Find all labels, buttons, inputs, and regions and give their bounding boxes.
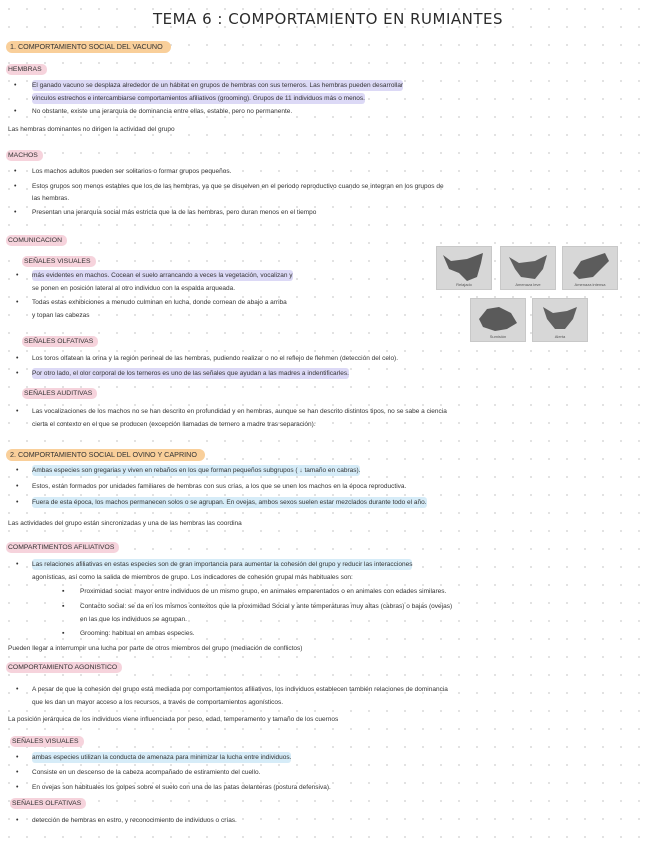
bullet-dot: • (16, 686, 19, 693)
hembras-line-1b: vínculos estrechos e intercambiarse comportamientos afiliativos (grooming). Grupos de 11 individuos más o menos. (32, 95, 365, 102)
bullet-dot: • (14, 183, 17, 190)
bullet-dot: • (16, 370, 19, 377)
agonistico-line-1a: A pesar de que la cohesión del grupo está mediada por comportamientos afiliativos, los individuos establecen también relaciones de dominancia (32, 686, 448, 693)
subheading-senales-olfativas-2: SEÑALES OLFATIVAS (10, 798, 86, 809)
bullet-dot: • (16, 561, 19, 568)
visuales-line-1b: se ponen en posición lateral al otro individuo con la espalda arqueada. (32, 285, 236, 292)
image-caption: Amenaza leve (515, 282, 541, 287)
visuales-line-1a: más evidentes en machos. Cocean el suelo arrancando a veces la vegetación, vocalizan y (32, 272, 293, 279)
subheading-afiliativos: COMPARTIMENTOS AFILIATIVOS (6, 542, 119, 553)
image-caption: Amenaza intensa (574, 282, 606, 287)
bullet-square: ▪ (62, 603, 65, 610)
afiliativos-sub-1: Proximidad social: mayor entre individuos de un mismo grupo, en animales emparentados o en animales con edades similares. (80, 588, 447, 595)
afiliativos-sub-2b: en las que los individuos se agrupan. (80, 616, 187, 623)
afiliativos-line-1a: Las relaciones afiliativas en estas especies son de gran importancia para aumentar la cohesión del grupo y reducir las interacciones (32, 561, 413, 568)
subheading-senales-visuales-2: SEÑALES VISUALES (10, 736, 84, 747)
hembras-line-1a: El ganado vacuno se desplaza alrededor de un hábitat en grupos de hembras con sus terneros. Las hembras pueden desarrollar (32, 82, 404, 89)
posture-image (532, 298, 588, 342)
section-heading-ovino-caprino: 2. COMPORTAMIENTO SOCIAL DEL OVINO Y CAPRINO (6, 449, 205, 461)
agonistico-line-1b: que les dan un mayor acceso a los recursos, a través de comportamientos agonísticos. (32, 699, 284, 706)
subheading-senales-olfativas: SEÑALES OLFATIVAS (22, 336, 98, 347)
agonistico-paragraph: La posición jerárquica de los individuos viene influenciada por peso, edad, temperamento y tamaño de los cuernos (8, 716, 339, 723)
bullet-dot: • (16, 499, 19, 506)
auditivas-line-1b: cierta el contexto en el que se producen (excepción llamadas de ternero a madre tras separación). (32, 421, 316, 428)
machos-line-1: Los machos adultos pueden ser solitarios o formar grupos pequeños. (32, 168, 232, 175)
olfativas-line-2: Por otro lado, el olor corporal de los terneros es uno de las señales que ayudan a las madres a indentificarles. (32, 370, 349, 377)
afiliativos-line-1b: agonísticas, así como la salida de miembros de grupo. Los indicadores de cohesión grupal más habituales son: (32, 574, 353, 581)
bullet-dot: • (14, 108, 17, 115)
image-caption: Sumisión (489, 334, 507, 339)
bullet-dot: • (16, 483, 19, 490)
bullet-dot: • (16, 467, 19, 474)
machos-line-3: Presentan una jerarquía social más estricta que la de las hembras, pero duran menos en el tiempo (32, 209, 317, 216)
visuales2-line-3: En ovejas son habituales los golpes sobre el suelo con una de las patas delanteras (postura defensiva). (32, 784, 331, 791)
auditivas-line-1a: Las vocalizaciones de los machos no se han descrito en profundidad y en hembras, aunque se han descrito distintos tipos, no se sabe a ciencia (32, 408, 447, 415)
bullet-dot: • (16, 408, 19, 415)
subheading-hembras: HEMBRAS (6, 64, 47, 75)
bullet-dot: • (14, 168, 17, 175)
afiliativos-sub-3: Grooming: habitual en ambas especies. (80, 630, 195, 637)
subheading-machos: MACHOS (6, 150, 43, 161)
subheading-senales-auditivas: SEÑALES AUDITIVAS (22, 388, 97, 399)
bullet-dot: • (16, 299, 19, 306)
image-caption: Relajado (456, 282, 472, 287)
bullet-dot: • (16, 784, 19, 791)
bullet-dot: • (16, 272, 19, 279)
ovino-line-2: Estos, están formados por unidades familiares de hembras con sus crías, a los que se unen los machos en la época reproductiva. (32, 483, 407, 490)
bullet-dot: • (14, 82, 17, 89)
ovino-line-1: Ambas especies son gregarias y viven en rebaños en los que forman pequeños subgrupos ( ↓ tamaño en cabras). (32, 467, 361, 474)
posture-image (562, 246, 618, 290)
bullet-dot: • (16, 769, 19, 776)
visuales-line-2b: y topan las cabezas (32, 312, 90, 319)
posture-image (470, 298, 526, 342)
section-heading-vacuno: 1. COMPORTAMIENTO SOCIAL DEL VACUNO (6, 41, 171, 53)
bullet-dot: • (16, 817, 19, 824)
posture-image (436, 246, 492, 290)
visuales2-line-1: ambas especies utilizan la conducta de amenaza para minimizar la lucha entre individuos. (32, 754, 292, 761)
subheading-comunicacion: COMUNICACION (6, 235, 67, 246)
olfativas-line-1: Los toros olfatean la orina y la región perineal de las hembras, pudiendo realizar o no el reflejo de flehmen (detección del celo). (32, 355, 399, 362)
olfativas2-line-1: detección de hembras en estro, y reconocimiento de individuos o crías. (32, 817, 237, 824)
image-caption: Alerta (554, 334, 566, 339)
bullet-square: ▪ (62, 588, 65, 595)
hembras-line-3: Las hembras dominantes no dirigen la actividad del grupo (8, 126, 175, 133)
subheading-agonistico: COMPORTAMIENTO AGONISTICO (6, 662, 122, 673)
page-title: TEMA 6 : COMPORTAMIENTO EN RUMIANTES (152, 10, 504, 28)
hembras-line-2: No obstante, existe una jerarquía de dominancia entre ellas, estable, pero no permanente. (32, 108, 293, 115)
bullet-square: ▪ (62, 630, 65, 637)
visuales2-line-2: Consiste en un descenso de la cabeza acompañado de estiramiento del cuello. (32, 769, 261, 776)
machos-line-2b: las hembras. (32, 195, 70, 202)
afiliativos-paragraph: Pueden llegar a interrumpir una lucha por parte de otros miembros del grupo (mediación de conflictos) (8, 645, 303, 652)
bullet-dot: • (16, 754, 19, 761)
subheading-senales-visuales: SEÑALES VISUALES (22, 256, 96, 267)
ovino-paragraph: Las actividades del grupo están sincronizadas y una de las hembras las coordina (8, 520, 242, 527)
afiliativos-sub-2a: Contacto social: se da en los mismos contextos que la proximidad Social y ante temperaturas muy altas (cabras) o bajas (ovejas) (80, 603, 453, 610)
machos-line-2a: Estos grupos son menos estables que los de las hembras, ya que se disuelven en el periodo reproductivo cuando se integran en los grupos de (32, 183, 444, 190)
ovino-line-3: Fuera de esta época, los machos permanecen solos o se agrupan. En ovejas, ambos sexos suelen estar mezclados durante todo el año. (32, 499, 427, 506)
bullet-dot: • (16, 355, 19, 362)
visuales-line-2a: Todas estas exhibiciones a menudo culminan en lucha, donde cornean de abajo a arriba (32, 299, 287, 306)
bullet-dot: • (14, 209, 17, 216)
posture-image (500, 246, 556, 290)
